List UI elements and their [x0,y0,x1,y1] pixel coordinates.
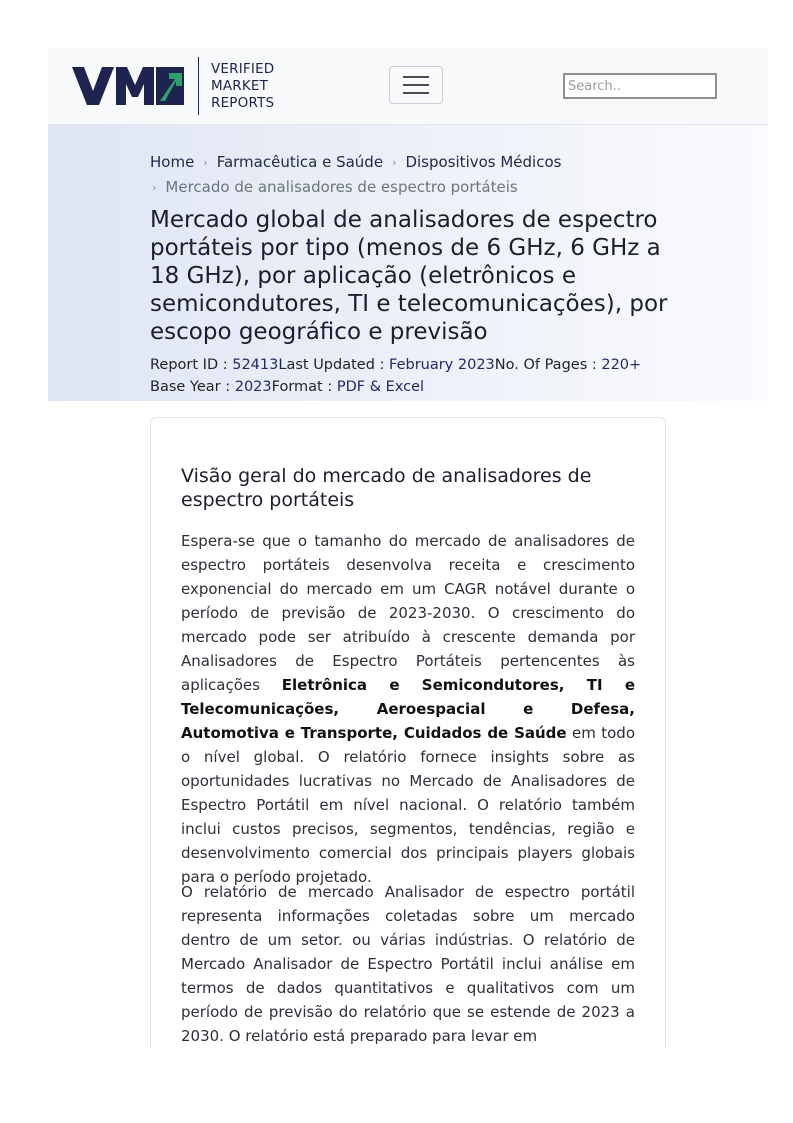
brand-logo[interactable] [72,56,274,116]
format-value: PDF & Excel [336,379,425,395]
brand-line: REPORTS [211,94,275,111]
chevron-right-icon: › [203,156,208,169]
format-label: Format : [271,379,337,395]
breadcrumb-home-link[interactable]: Home [150,153,195,171]
breadcrumb-category-link[interactable]: Farmacêutica e Saúde [216,153,384,171]
breadcrumb-subcategory-link[interactable]: Dispositivos Médicos [405,153,562,171]
navbar [48,48,768,125]
overview-heading: Visão geral do mercado de analisadores de espectro portáteis [181,465,592,511]
menu-toggle-button[interactable] [389,66,443,104]
chevron-right-icon: › [392,156,397,169]
brand-line: MARKET [211,77,269,94]
chevron-right-icon: › [152,181,157,194]
report-meta [150,354,641,398]
report-id-label: Report ID : [150,357,233,373]
page-title: Mercado global de analisadores de espectro portáteis por tipo (menos de 6 GHz, 6 GHz a 18 GHz), por aplicação (eletrônicos e semicondutores, TI e telecomunicações), por escopo geográfico e previsão [150,207,668,345]
hamburger-icon-bar [403,92,429,94]
pages-value: 220+ [601,357,642,373]
overview-paragraph [181,529,635,889]
overview-paragraph: O relatório de mercado Analisador de espectro portátil representa informações coletadas sobre um mercado dentro de um setor. ou várias indústrias. O relatório de Mercado Analisador de Espectro Portátil inclui análise em termos de dados quantitativos e qualitativos com um período de previsão do relatório que se estende de 2023 a 2030. O relatório está preparado para levar em [181,883,635,1045]
base-year-label: Base Year : [150,379,235,395]
hamburger-icon-bar [403,84,429,86]
meta-row [150,376,641,398]
overview-card [150,417,666,1048]
pages-label: No. Of Pages : [494,357,602,373]
page [48,48,768,1048]
hamburger-icon-bar [403,76,429,78]
last-updated-label: Last Updated : [278,357,390,373]
paragraph-text: em todo o nível global. O relatório fornece insights sobre as oportunidades lucrativas no Mercado de Analisadores de Espectro Portátil em nível nacional. O relatório também inclui custos precisos, segmentos, tendências, região e desenvolvimento comercial dos principais players globais para o período projetado. [181,724,635,886]
paragraph-bold-text: Eletrônica e Semicondutores, TI e Telecomunicações, Aeroespacial e Defesa, Automotiva e Transporte, Cuidados de Saúde [181,676,635,742]
logo-divider [198,57,199,115]
paragraph-text: Espera-se que o tamanho do mercado de analisadores de espectro portáteis desenvolva receita e crescimento exponencial do mercado em um CAGR notável durante o período de previsão de 2023-2030. O crescimento do mercado pode ser atribuído à crescente demanda por Analisadores de Espectro Portáteis pertencentes às aplicações [181,532,635,694]
vmr-logo-icon [72,67,184,105]
search-input[interactable] [563,73,717,99]
base-year-value: 2023 [234,379,272,395]
breadcrumb-current: Mercado de analisadores de espectro portáteis [165,178,518,196]
brand-name [211,61,274,112]
report-id-value: 52413 [232,357,279,373]
breadcrumb [150,150,561,200]
meta-row [150,354,641,376]
last-updated-value: February 2023 [389,357,495,373]
brand-line: VERIFIED [211,60,275,77]
